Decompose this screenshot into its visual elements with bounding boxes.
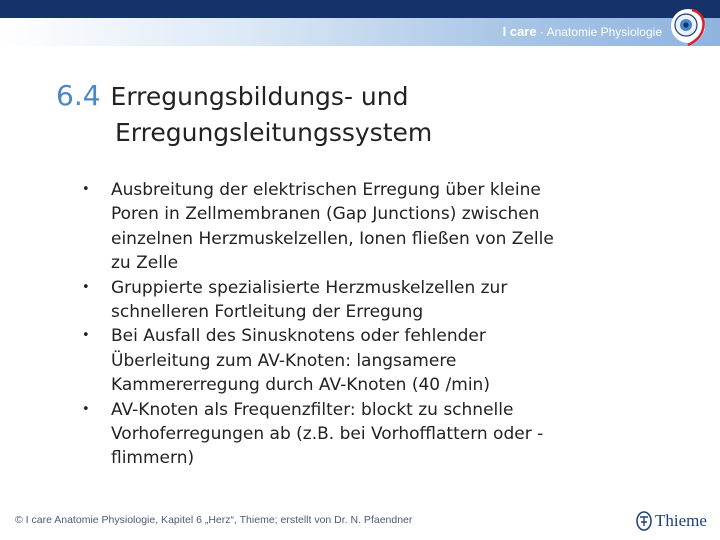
bullet-marker: • — [82, 182, 90, 197]
bullet-item — [82, 398, 652, 471]
title-line-1: Erregungsbildungs- und — [110, 82, 409, 111]
bullet-line: Gruppierte spezialisierte Herzmuskelzellen zur — [111, 277, 508, 298]
bullet-line: einzelnen Herzmuskelzellen, Ionen fließen von Zelle — [111, 228, 554, 249]
bullet-line: Kammererregung durch AV-Knoten (40 /min) — [111, 375, 490, 396]
bullet-line: schnelleren Fortleitung der Erregung — [111, 302, 424, 323]
bullet-line: Ausbreitung der elektrischen Erregung über kleine — [111, 180, 541, 200]
eye-heart-logo-icon — [668, 6, 708, 46]
bullet-line: Poren in Zellmembranen (Gap Junctions) zwischen — [111, 204, 540, 225]
bullet-line: Bei Ausfall des Sinusknotens oder fehlender — [111, 326, 486, 347]
bullet-line: flimmern) — [111, 448, 195, 469]
brand-name: I care — [502, 24, 537, 39]
header-top-band — [0, 0, 720, 18]
publisher-name: Thieme — [655, 511, 707, 530]
bullet-item — [82, 276, 652, 325]
publisher-logo — [636, 510, 707, 532]
bullet-line: zu Zelle — [111, 253, 179, 274]
brand-subtitle: · Anatomie Physiologie — [536, 25, 662, 39]
title-line-2: Erregungsleitungssystem — [115, 118, 433, 147]
bullet-list — [82, 178, 652, 471]
bullet-item — [82, 324, 652, 397]
bullet-item — [82, 178, 652, 276]
bullet-line: AV-Knoten als Frequenzfilter: blockt zu schnelle — [111, 399, 514, 420]
bullet-marker: • — [82, 328, 90, 344]
bullet-marker: • — [82, 279, 90, 295]
brand-label — [503, 24, 662, 39]
section-number: 6.4 — [56, 79, 101, 112]
footer-copyright: © I care Anatomie Physiologie, Kapitel 6 „Herz“, Thieme; erstellt von Dr. N. Pfaendner — [15, 514, 413, 526]
bullet-line: Vorhoferregungen ab (z.B. bei Vorhofflattern oder - — [111, 424, 544, 445]
thieme-emblem-icon — [636, 511, 652, 531]
bullet-marker: • — [82, 401, 90, 417]
bullet-line: Überleitung zum AV-Knoten: langsamere — [111, 350, 457, 371]
slide-title — [56, 78, 656, 151]
